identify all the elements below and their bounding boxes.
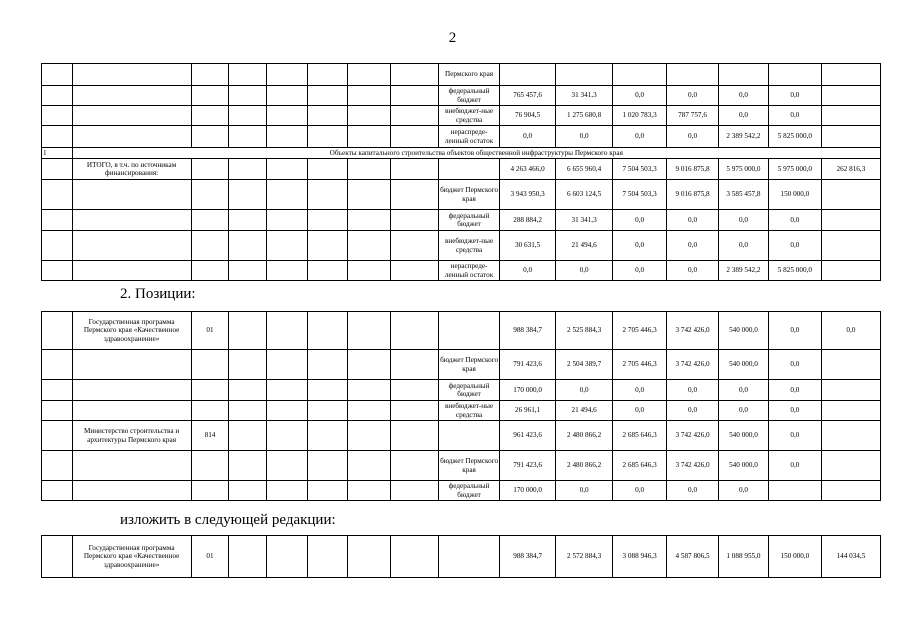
value-cell bbox=[768, 481, 821, 501]
funding-source: нераспреде-ленный остаток bbox=[439, 261, 500, 281]
value-cell: 150 000,0 bbox=[768, 536, 821, 578]
value-cell: 5 825 000,0 bbox=[768, 261, 821, 281]
value-cell: 4 263 466,0 bbox=[500, 159, 556, 180]
value-cell: 988 384,7 bbox=[500, 536, 556, 578]
table-row bbox=[42, 481, 881, 501]
table-row bbox=[42, 350, 881, 380]
page-number: 2 bbox=[448, 30, 457, 46]
value-cell: 2 685 646,3 bbox=[613, 451, 667, 481]
value-cell bbox=[500, 64, 556, 86]
value-cell bbox=[821, 380, 880, 401]
value-cell: 0,0 bbox=[613, 481, 667, 501]
value-cell bbox=[821, 481, 880, 501]
funding-source: внебюджет-ные средства bbox=[439, 106, 500, 126]
value-cell: 0,0 bbox=[613, 231, 667, 261]
value-cell bbox=[821, 451, 880, 481]
value-cell: 540 000,0 bbox=[719, 350, 769, 380]
value-cell: 791 423,6 bbox=[500, 350, 556, 380]
table-row bbox=[42, 180, 881, 210]
value-cell: 2 525 884,3 bbox=[556, 312, 613, 350]
value-cell: 2 480 866,2 bbox=[556, 421, 613, 451]
value-cell: 1 088 955,0 bbox=[719, 536, 769, 578]
section-row bbox=[42, 148, 881, 159]
table-row bbox=[42, 380, 881, 401]
value-cell: 76 904,5 bbox=[500, 106, 556, 126]
value-cell: 0,0 bbox=[768, 312, 821, 350]
total-label: ИТОГО, в т.ч. по источникам финансирования: bbox=[72, 159, 191, 180]
program-row bbox=[42, 312, 881, 350]
table-row bbox=[42, 126, 881, 148]
value-cell: 6 655 960,4 bbox=[556, 159, 613, 180]
program-code: 01 bbox=[191, 312, 229, 350]
edit-heading: изложить в следующей редакции: bbox=[120, 512, 336, 528]
table-row bbox=[42, 451, 881, 481]
financing-table-top bbox=[41, 63, 881, 281]
value-cell: 3 742 426,0 bbox=[667, 421, 719, 451]
table-row bbox=[42, 401, 881, 421]
value-cell: 170 000,0 bbox=[500, 380, 556, 401]
value-cell: 0,0 bbox=[768, 231, 821, 261]
value-cell: 5 975 000,0 bbox=[768, 159, 821, 180]
ministry-name: Министерство строительства и архитектуры Пермского края bbox=[72, 421, 191, 451]
value-cell bbox=[821, 350, 880, 380]
value-cell: 0,0 bbox=[667, 126, 719, 148]
funding-source: нераспреде-ленный остаток bbox=[439, 126, 500, 148]
table-row bbox=[42, 261, 881, 281]
value-cell: 988 384,7 bbox=[500, 312, 556, 350]
value-cell: 0,0 bbox=[768, 380, 821, 401]
value-cell: 21 494,6 bbox=[556, 401, 613, 421]
value-cell: 0,0 bbox=[719, 481, 769, 501]
funding-source: бюджет Пермского края bbox=[439, 180, 500, 210]
value-cell bbox=[556, 64, 613, 86]
value-cell: 9 016 875,8 bbox=[667, 180, 719, 210]
value-cell bbox=[821, 231, 880, 261]
program-name: Государственная программа Пермского края «Качественное здравоохранение» bbox=[72, 312, 191, 350]
program-row bbox=[42, 536, 881, 578]
funding-source: внебюджет-ные средства bbox=[439, 401, 500, 421]
value-cell: 0,0 bbox=[613, 401, 667, 421]
positions-table bbox=[41, 311, 881, 501]
value-cell: 0,0 bbox=[667, 231, 719, 261]
value-cell: 0,0 bbox=[768, 350, 821, 380]
value-cell bbox=[821, 261, 880, 281]
value-cell: 0,0 bbox=[719, 106, 769, 126]
value-cell: 0,0 bbox=[768, 106, 821, 126]
value-cell: 2 389 542,2 bbox=[719, 126, 769, 148]
value-cell: 540 000,0 bbox=[719, 312, 769, 350]
value-cell: 288 884,2 bbox=[500, 210, 556, 231]
value-cell bbox=[821, 86, 880, 106]
value-cell: 0,0 bbox=[667, 210, 719, 231]
table-row bbox=[42, 106, 881, 126]
value-cell: 0,0 bbox=[613, 261, 667, 281]
value-cell: 0,0 bbox=[719, 401, 769, 421]
section-number: 1 bbox=[42, 148, 73, 159]
funding-source: внебюджет-ные средства bbox=[439, 231, 500, 261]
value-cell: 3 585 457,8 bbox=[719, 180, 769, 210]
value-cell: 0,0 bbox=[768, 421, 821, 451]
value-cell: 144 034,5 bbox=[821, 536, 880, 578]
value-cell: 0,0 bbox=[556, 481, 613, 501]
ministry-row bbox=[42, 421, 881, 451]
value-cell: 2 705 446,3 bbox=[613, 350, 667, 380]
table-row bbox=[42, 86, 881, 106]
funding-source: федеральный бюджет bbox=[439, 86, 500, 106]
value-cell: 170 000,0 bbox=[500, 481, 556, 501]
value-cell bbox=[821, 401, 880, 421]
program-code: 01 bbox=[191, 536, 229, 578]
value-cell: 1 020 783,3 bbox=[613, 106, 667, 126]
value-cell: 5 825 000,0 bbox=[768, 126, 821, 148]
value-cell: 2 705 446,3 bbox=[613, 312, 667, 350]
value-cell: 0,0 bbox=[613, 126, 667, 148]
funding-source: бюджет Пермского края bbox=[439, 350, 500, 380]
value-cell: 31 341,3 bbox=[556, 210, 613, 231]
value-cell: 2 572 884,3 bbox=[556, 536, 613, 578]
value-cell: 0,0 bbox=[556, 380, 613, 401]
value-cell: 0,0 bbox=[768, 401, 821, 421]
value-cell: 26 961,1 bbox=[500, 401, 556, 421]
value-cell: 3 742 426,0 bbox=[667, 350, 719, 380]
value-cell: 0,0 bbox=[821, 312, 880, 350]
value-cell: 4 587 806,5 bbox=[667, 536, 719, 578]
value-cell bbox=[719, 64, 769, 86]
value-cell: 1 275 680,8 bbox=[556, 106, 613, 126]
value-cell: 0,0 bbox=[556, 261, 613, 281]
value-cell: 2 389 542,2 bbox=[719, 261, 769, 281]
program-name: Государственная программа Пермского края «Качественное здравоохранение» bbox=[72, 536, 191, 578]
funding-source: федеральный бюджет bbox=[439, 210, 500, 231]
value-cell: 0,0 bbox=[768, 451, 821, 481]
value-cell: 0,0 bbox=[667, 86, 719, 106]
value-cell: 0,0 bbox=[500, 261, 556, 281]
value-cell: 0,0 bbox=[768, 210, 821, 231]
value-cell: 0,0 bbox=[719, 380, 769, 401]
value-cell: 7 504 503,3 bbox=[613, 159, 667, 180]
value-cell: 0,0 bbox=[613, 380, 667, 401]
value-cell: 3 742 426,0 bbox=[667, 312, 719, 350]
value-cell: 2 685 646,3 bbox=[613, 421, 667, 451]
value-cell: 0,0 bbox=[719, 86, 769, 106]
value-cell bbox=[821, 106, 880, 126]
value-cell: 0,0 bbox=[667, 261, 719, 281]
value-cell: 0,0 bbox=[613, 86, 667, 106]
funding-source: бюджет Пермского края bbox=[439, 451, 500, 481]
table-row bbox=[42, 210, 881, 231]
revised-table bbox=[41, 535, 881, 578]
value-cell: 961 423,6 bbox=[500, 421, 556, 451]
value-cell: 6 603 124,5 bbox=[556, 180, 613, 210]
value-cell: 9 016 875,8 bbox=[667, 159, 719, 180]
value-cell: 5 975 000,0 bbox=[719, 159, 769, 180]
value-cell: 2 480 866,2 bbox=[556, 451, 613, 481]
value-cell bbox=[821, 180, 880, 210]
value-cell: 31 341,3 bbox=[556, 86, 613, 106]
table-row bbox=[42, 231, 881, 261]
section-title: Объекты капитального строительства объектов общественной инфраструктуры Пермского края bbox=[72, 148, 880, 159]
value-cell: 0,0 bbox=[556, 126, 613, 148]
value-cell: 150 000,0 bbox=[768, 180, 821, 210]
value-cell bbox=[821, 126, 880, 148]
value-cell: 3 088 946,3 bbox=[613, 536, 667, 578]
value-cell: 540 000,0 bbox=[719, 421, 769, 451]
value-cell bbox=[821, 421, 880, 451]
value-cell bbox=[821, 64, 880, 86]
value-cell: 0,0 bbox=[667, 481, 719, 501]
value-cell: 765 457,6 bbox=[500, 86, 556, 106]
value-cell: 7 504 503,3 bbox=[613, 180, 667, 210]
value-cell: 0,0 bbox=[768, 86, 821, 106]
funding-source: федеральный бюджет bbox=[439, 380, 500, 401]
funding-source: федеральный бюджет bbox=[439, 481, 500, 501]
table-row bbox=[42, 64, 881, 86]
value-cell: 0,0 bbox=[500, 126, 556, 148]
value-cell: 0,0 bbox=[667, 401, 719, 421]
funding-source: Пермского края bbox=[439, 64, 500, 86]
value-cell bbox=[667, 64, 719, 86]
value-cell: 0,0 bbox=[613, 210, 667, 231]
value-cell bbox=[768, 64, 821, 86]
value-cell: 787 757,6 bbox=[667, 106, 719, 126]
value-cell: 0,0 bbox=[719, 210, 769, 231]
value-cell: 3 943 950,3 bbox=[500, 180, 556, 210]
value-cell: 262 816,3 bbox=[821, 159, 880, 180]
ministry-code: 814 bbox=[191, 421, 229, 451]
value-cell: 3 742 426,0 bbox=[667, 451, 719, 481]
value-cell: 0,0 bbox=[667, 380, 719, 401]
value-cell: 21 494,6 bbox=[556, 231, 613, 261]
value-cell: 540 000,0 bbox=[719, 451, 769, 481]
value-cell: 791 423,6 bbox=[500, 451, 556, 481]
value-cell: 30 631,5 bbox=[500, 231, 556, 261]
total-row bbox=[42, 159, 881, 180]
value-cell bbox=[821, 210, 880, 231]
value-cell: 2 504 389,7 bbox=[556, 350, 613, 380]
value-cell: 0,0 bbox=[719, 231, 769, 261]
positions-heading: 2. Позиции: bbox=[120, 286, 196, 302]
value-cell bbox=[613, 64, 667, 86]
